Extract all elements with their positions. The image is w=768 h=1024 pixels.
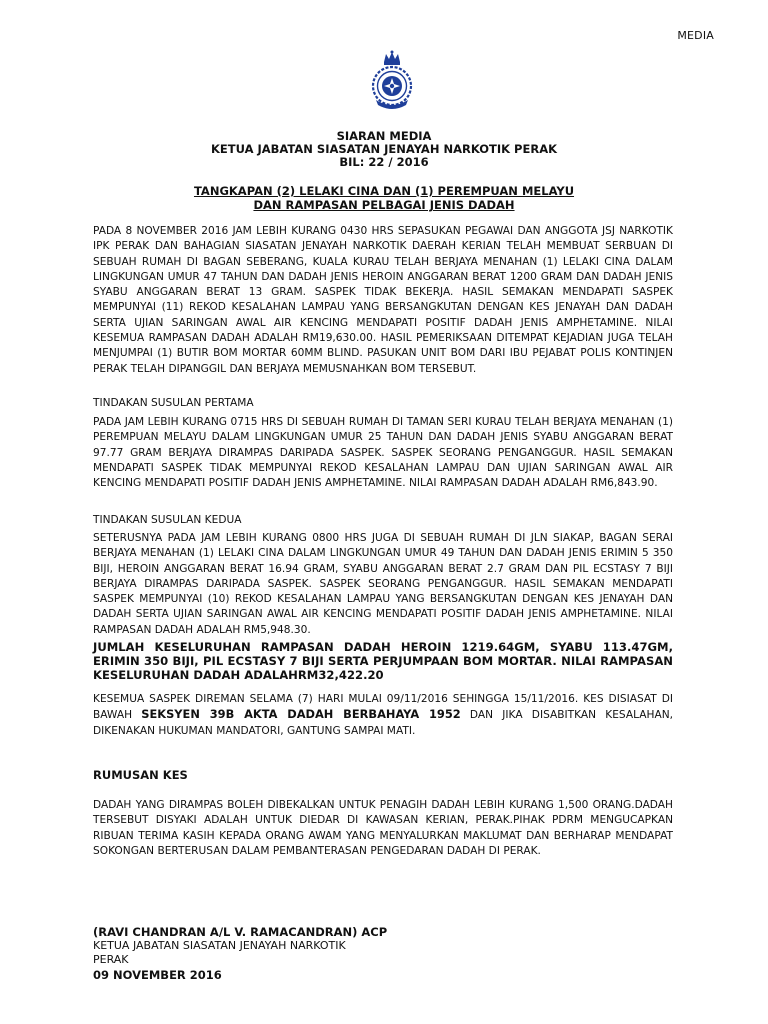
signatory-position: KETUA JABATAN SIASATAN JENAYAH NARKOTIK — [93, 939, 346, 952]
remand-paragraph — [93, 692, 673, 739]
section-label-first: TINDAKAN SUSULAN PERTAMA — [93, 397, 254, 409]
release-date: 09 NOVEMBER 2016 — [93, 968, 222, 982]
case-summary-paragraph: DADAH YANG DIRAMPAS BOLEH DIBEKALKAN UNTUK PENAGIH DADAH LEBIH KURANG 1,500 ORANG.DADAH TERSEBUT DISYAKI ADALAH UNTUK DIEDAR DI KAWASAN KERIAN, PERAK.PIHAK PDRM MENGUCAPKAN RIBUAN TERIMA KASIH KEPADA ORANG AWAM YANG MENYALURKAN MAKLUMAT DAN BERHARAP MENDAPAT SOKONGAN BERTERUSAN DALAM PEMBANTERASAN PENGEDARAN DADAH DI PERAK. — [93, 799, 673, 857]
title-line-1: TANGKAPAN (2) LELAKI CINA DAN (1) PEREMPUAN MELAYU — [193, 184, 575, 198]
corner-label: MEDIA — [677, 29, 714, 42]
police-crest-icon — [370, 50, 414, 112]
remand-text-1: KESEMUA SASPEK DIREMAN SELAMA (7) HARI MULAI 09/11/2016 SEHINGGA 15/11/2016. KES DISIASAT DI BAWAH — [93, 693, 673, 722]
header-department: KETUA JABATAN SIASATAN JENAYAH NARKOTIK PERAK — [210, 142, 558, 156]
header-number: BIL: 22 / 2016 — [339, 155, 429, 169]
act-reference: SEKSYEN 39B AKTA DADAH BERBAHAYA 1952 — [141, 707, 461, 722]
document-title — [0, 184, 768, 212]
paragraph-second-followup: SETERUSNYA PADA JAM LEBIH KURANG 0800 HRS JUGA DI SEBUAH RUMAH DI JLN SIAKAP, BAGAN SERAI BERJAYA MENAHAN (1) LELAKI CINA DALAM LINGKUNGAN UMUR 49 TAHUN DAN DADAH JENIS ERIMIN 5 350 BIJI, HEROIN ANGGARAN BERAT 16.94 GRAM, SYABU ANGGARAN BERAT 2.7 GRAM DAN PIL ECSTASY 7 BIJI BERJAYA DIRAMPAS DARIPADA SASPEK. SASPEK SEORANG PENGANGGUR. HASIL SEMAKAN MENDAPATI SASPEK MEMPUNYAI (10) REKOD KESALAHAN LAMPAU YANG BERSANGKUTAN DENGAN KES JENAYAH DAN DADAH SERTA UJIAN SARINGAN AWAL AIR KENCING MENDAPATI POSITIF DADAH JENIS AMPHETAMINE. NILAI RAMPASAN DADAH ADALAH RM5,948.30. — [93, 532, 673, 636]
paragraph-main-raid: PADA 8 NOVEMBER 2016 JAM LEBIH KURANG 0430 HRS SEPASUKAN PEGAWAI DAN ANGGOTA JSJ NARKOTIK IPK PERAK DAN BAHAGIAN SIASATAN JENAYAH NARKOTIK DAERAH KERIAN TELAH MEMBUAT SERBUAN DI SEBUAH RUMAH DI BAGAN SEBERANG, KUALA KURAU TELAH BERJAYA MENAHAN (1) LELAKI CINA DALAM LINGKUNGAN UMUR 47 TAHUN DAN DADAH JENIS HEROIN ANGGARAN BERAT 1200 GRAM DAN DADAH JENIS SYABU ANGGARAN BERAT 13 GRAM. SASPEK TIDAK BEKERJA. HASIL SEMAKAN MENDAPATI SASPEK MEMPUNYAI (11) REKOD KESALAHAN LAMPAU YANG BERSANGKUTAN DENGAN KES JENAYAH DAN DADAH SERTA UJIAN SARINGAN AWAL AIR KENCING MENDAPATI POSITIF DADAH JENIS AMPHETAMINE. NILAI KESEMUA RAMPASAN DADAH ADALAH RM19,630.00. HASIL PEMERIKSAAN DITEMPAT KEJADIAN JUGA TELAH MENJUMPAI (1) BUTIR BOM MORTAR 60MM BLIND. PASUKAN UNIT BOM DARI IBU PEJABAT POLIS KONTINJEN PERAK TELAH DIPANGGIL DAN BERJAYA MEMUSNAHKAN BOM TERSEBUT. — [93, 225, 673, 375]
signatory-name: (RAVI CHANDRAN A/L V. RAMACANDRAN) ACP — [93, 925, 388, 939]
header-label: SIARAN MEDIA — [336, 129, 432, 143]
case-summary-heading: RUMUSAN KES — [93, 768, 188, 782]
paragraph-first-followup: PADA JAM LEBIH KURANG 0715 HRS DI SEBUAH RUMAH DI TAMAN SERI KURAU TELAH BERJAYA MENAHAN (1) PEREMPUAN MELAYU DALAM LINGKUNGAN UMUR 25 TAHUN DAN DADAH JENIS SYABU ANGGARAN BERAT 97.77 GRAM BERJAYA DIRAMPAS DARIPADA SASPEK. SASPEK SEORANG PENGANGGUR. HASIL SEMAKAN MENDAPATI SASPEK TIDAK MEMPUNYAI REKOD KESALAHAN LAMPAU DAN UJIAN SARINGAN AWAL AIR KENCING MENDAPATI POSITIF DADAH JENIS AMPHETAMINE. NILAI RAMPASAN DADAH ADALAH RM6,843.90. — [93, 416, 673, 490]
signatory-state: PERAK — [93, 953, 129, 966]
summary-paragraph: JUMLAH KESELURUHAN RAMPASAN DADAH HEROIN 1219.64GM, SYABU 113.47GM, ERIMIN 350 BIJI, PIL ECSTASY 7 BIJI SERTA PERJUMPAAN BOM MORTAR. NILAI RAMPASAN KESELURUHAN DADAH ADALAHRM32,422.20 — [93, 640, 673, 682]
title-line-2: DAN RAMPASAN PELBAGAI JENIS DADAH — [253, 198, 515, 212]
remand-text-2: DAN JIKA DISABITKAN KESALAHAN, DIKENAKAN HUKUMAN MANDATORI, GANTUNG SAMPAI MATI. — [93, 709, 673, 737]
section-label-second: TINDAKAN SUSULAN KEDUA — [93, 514, 242, 526]
